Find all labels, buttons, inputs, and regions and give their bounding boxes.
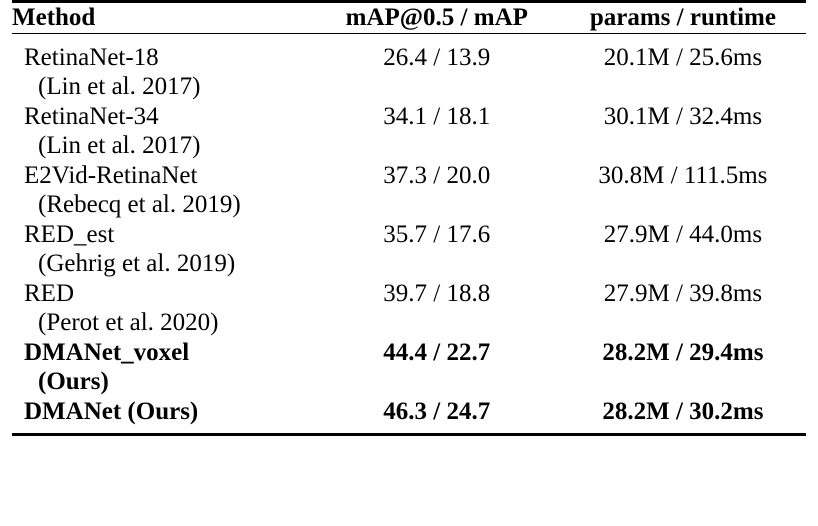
results-table xyxy=(12,0,806,436)
row-method-cell xyxy=(12,102,314,161)
row-method-cell xyxy=(12,161,314,220)
row-map-cell: 46.3 / 24.7 xyxy=(383,397,491,425)
row-method-cell xyxy=(12,43,314,102)
column-header-map: mAP@0.5 / mAP xyxy=(345,4,528,31)
footer-spacer xyxy=(12,426,806,435)
table-row xyxy=(12,161,806,220)
table-row xyxy=(12,279,806,338)
table-row xyxy=(12,338,806,397)
row-params-cell: 27.9M / 39.8ms xyxy=(603,279,763,307)
method-name: RetinaNet-18 xyxy=(24,43,159,71)
row-params-cell: 28.2M / 29.4ms xyxy=(602,338,764,366)
method-name: RED xyxy=(24,279,74,307)
table-header-row xyxy=(12,3,806,33)
column-header-method: Method xyxy=(12,4,96,31)
row-map-cell: 35.7 / 17.6 xyxy=(383,220,491,248)
column-header-params: params / runtime xyxy=(589,4,776,31)
row-params-cell: 30.1M / 32.4ms xyxy=(603,102,763,130)
method-name: RetinaNet-34 xyxy=(24,102,159,130)
row-map-cell: 39.7 / 18.8 xyxy=(383,279,491,307)
row-params-cell: 27.9M / 44.0ms xyxy=(603,220,763,248)
method-name: RED_est xyxy=(24,220,115,248)
method-citation: (Lin et al. 2017) xyxy=(38,73,201,100)
row-method-cell xyxy=(12,397,314,427)
table-row xyxy=(12,43,806,102)
row-map-cell: 44.4 / 22.7 xyxy=(383,338,491,366)
table-row xyxy=(12,220,806,279)
row-map-cell: 26.4 / 13.9 xyxy=(383,43,491,71)
method-citation: (Lin et al. 2017) xyxy=(38,132,201,159)
row-map-cell: 37.3 / 20.0 xyxy=(383,161,491,189)
row-method-cell xyxy=(12,338,314,397)
row-method-cell xyxy=(12,220,314,279)
table-bottom-rule xyxy=(12,435,806,437)
table-row xyxy=(12,102,806,161)
method-citation: (Gehrig et al. 2019) xyxy=(38,250,236,277)
method-name: DMANet (Ours) xyxy=(24,397,199,425)
method-name: DMANet_voxel xyxy=(24,338,190,366)
row-method-cell xyxy=(12,279,314,338)
row-params-cell: 28.2M / 30.2ms xyxy=(602,397,764,425)
row-params-cell: 30.8M / 111.5ms xyxy=(598,161,768,189)
method-citation: (Rebecq et al. 2019) xyxy=(38,191,241,218)
row-params-cell: 20.1M / 25.6ms xyxy=(603,43,763,71)
header-spacer xyxy=(12,34,806,43)
method-citation: (Perot et al. 2020) xyxy=(38,309,219,336)
method-name: E2Vid-RetinaNet xyxy=(24,161,198,189)
row-map-cell: 34.1 / 18.1 xyxy=(383,102,491,130)
method-citation: (Ours) xyxy=(38,368,109,395)
table-row xyxy=(12,397,806,427)
